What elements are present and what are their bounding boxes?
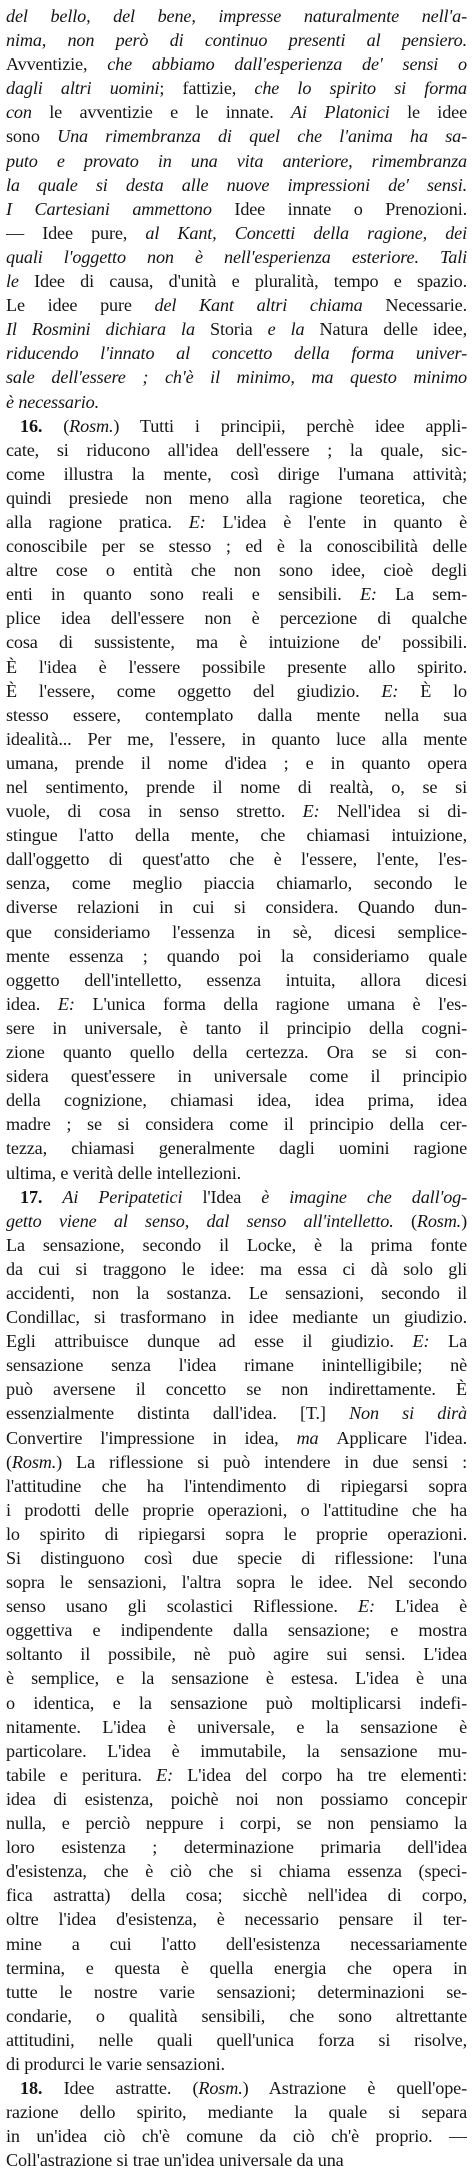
text-line [6,1233,467,1257]
text-line [6,1835,467,1859]
text-run: E: [381,680,421,701]
text-run: L'unica forma della ragione umana è l'es- [92,993,467,1014]
text-line [6,245,467,269]
text-run: Non si dirà [349,1403,467,1424]
text-run: È l'essere, come oggetto del giudizio. [6,680,382,701]
text-line [6,703,467,727]
text-line [6,2076,467,2100]
text-run: è semplice, e la sensazione è estesa. L'idea è una [6,1668,467,1689]
text-run: i prodotti delle proprie operazioni, o l'attitudine che ha [6,1499,467,1520]
text-run: La [448,1331,467,1352]
text-run: Idee di causa, d'unità e pluralità, tempo e spazio. [34,271,467,292]
text-line [6,149,467,173]
text-run: ) Astrazione è quell'ope- [242,2078,467,2099]
text-line [6,1064,467,1088]
text-line [6,1570,467,1594]
text-line [6,510,467,534]
text-run: del Kant altri chiama [154,295,386,316]
text-run: ( [63,415,70,436]
text-line [6,1498,467,1522]
text-line [6,28,467,52]
text-run: loro esistenza ; determinazione primaria dell'idea [6,1837,467,1858]
text-run: l'Idea [202,1186,262,1207]
text-run: Necessarie. [385,295,467,316]
text-line [6,751,467,775]
text-run: ultima, e verità delle intellezioni. [6,1162,241,1183]
text-line [6,462,467,486]
text-line [6,124,467,148]
paragraph-p15_tail [6,4,467,414]
text-run: riducendo l'innato al concetto della forma univer- [6,343,467,364]
text-run: razione dello spirito, mediante la quale si separa [6,2102,467,2123]
text-line [6,2004,467,2028]
text-run: accidenti, non la sostanza. Le sensazioni, secondo il [6,1282,467,1303]
text-run: ( [6,1451,12,1472]
text-line [6,1450,467,1474]
text-run: E: [57,993,93,1014]
text-run: quindi presiede non meno alla ragione teoretica, che [6,487,467,508]
text-run: ) [461,1210,467,1231]
text-run: Rosm. [69,415,114,436]
text-line [6,582,467,606]
text-line [6,1016,467,1040]
text-line [6,1040,467,1064]
text-run: L'idea è l'ente in quanto è [222,511,467,532]
text-run: idea. [6,993,58,1014]
text-line [6,173,467,197]
text-run: del bello, del bene, impresse naturalmente nell'a- [6,6,467,26]
text-run: particolare. L'idea è immutabile, la sensazione mu- [6,1740,467,1761]
text-run: oltre l'idea d'esistenza, è necessario pensare il ter- [6,1909,467,1930]
text-run: tabile e peritura. [6,1764,157,1785]
text-run: umana, prende il nome d'idea ; e in quanto opera [6,752,467,773]
text-run: oggettiva e indipendente dalla sensazione; e mostra [6,1620,467,1641]
text-run: Idee innate o Prenozioni. [234,198,467,219]
text-run: Nell'idea si di- [336,801,467,822]
text-run: in un'idea ciò ch'è comune da ciò ch'è proprio. — [6,2126,467,2147]
text-line [6,1353,467,1377]
text-run: come illustra la mente, così dirige l'umana attività; [6,463,467,484]
text-run: conoscibile per se stesso ; ed è la conoscibilità delle [6,536,467,557]
text-line [6,1956,467,1980]
text-line [6,486,467,510]
text-run: Rosm. [198,2078,243,2099]
entry-number: 18. [20,2078,64,2099]
text-line [6,920,467,944]
text-run: que consideriamo l'essenza in sè, dicesi semplice- [6,921,467,942]
text-line [6,100,467,124]
text-line [6,1401,467,1425]
text-run: al Kant, Concetti della ragione, dei [145,222,467,243]
text-line [6,1474,467,1498]
text-line [6,630,467,654]
text-run: Applicare l'idea. [336,1427,467,1448]
text-run: ma [296,1427,337,1448]
text-run: fica astratta) della cosa; sicchè nell'idea di corpo, [6,1885,467,1906]
text-run: quali l'oggetto non è nell'esperienza esteriore. Tali [6,246,467,267]
text-run: alla ragione pratica. [6,511,189,532]
text-line [6,1209,467,1233]
text-line [6,1088,467,1112]
text-run: o identica, e la sensazione può moltiplicarsi indefi- [6,1692,467,1713]
text-run: l'attitudine che ha l'intendimento di ripiegarsi sopra [6,1475,467,1496]
text-run: madre ; se si considera come il principio della cer- [6,1114,467,1135]
text-run: Si distinguono così due specie di riflessione: l'una [6,1548,467,1568]
text-line [6,1329,467,1353]
text-line [6,1377,467,1401]
text-line [6,727,467,751]
text-line [6,799,467,823]
text-run: sono [6,126,58,147]
text-run: enti in quanto sono reali e sensibili. [6,584,360,605]
text-run: Storia [209,319,268,340]
text-run: mente essenza ; quando poi la consideriamo quale [6,945,467,966]
text-line [6,1642,467,1666]
text-line [6,1739,467,1763]
text-run: È lo [420,680,467,701]
text-line [6,823,467,847]
text-line [6,52,467,76]
text-line [6,1136,467,1160]
text-run: stesso essere, contemplato dalla mente nella sua [6,704,467,725]
text-line [6,2148,467,2172]
text-run: Il Rosmini dichiara la [6,319,210,340]
text-line [6,341,467,365]
text-line [6,871,467,895]
text-line [6,1980,467,2004]
text-line [6,1546,467,1570]
text-line [6,1666,467,1690]
text-line [6,655,467,679]
text-line [6,76,467,100]
text-run: Egli attribuisce dunque ad esse il giudizio. [6,1331,413,1352]
text-run: senso usano gli scolastici Riflessione. [6,1596,358,1617]
text-line [6,1811,467,1835]
text-run: da cui si traggono le idee: ma essa ci dà solo gli [6,1258,467,1279]
text-run: la quale si desta alle nuove impressioni de' sensi. [6,174,467,195]
entry-number: 16. [20,415,64,436]
text-run: ; fattizie, [159,78,255,99]
text-run: E: [156,1764,188,1785]
text-run: E: [302,801,337,822]
text-run: sensazione senza l'idea rimane inintelligibile; nè [6,1355,467,1376]
text-line [6,1522,467,1546]
text-run: le idee [407,102,467,123]
text-line [6,1112,467,1136]
text-line [6,221,467,245]
text-line [6,414,467,438]
text-run: senza, come meglio piaccia chiamarlo, secondo le [6,873,467,894]
text-run: con [6,102,50,123]
text-run: Coll'astrazione si trae un'idea universale da una [6,2150,344,2171]
text-line [6,1426,467,1450]
text-run: — Idee pure, [6,222,146,243]
text-run: è necessario. [6,391,100,412]
text-run: soltanto il possibile, nè può agire sui sensi. L'idea [6,1644,467,1665]
text-run: nulla, e perciò neppure i corpi, se non pensiamo la [6,1813,467,1834]
text-line [6,4,467,28]
text-run: dagli altri uomini [6,78,160,99]
text-run: cate, si riducono all'idea dell'essere ; la quale, sic- [6,439,467,460]
text-run: oggetto dell'intelletto, essenza intuita, allora dicesi [6,969,467,990]
text-line [6,438,467,462]
text-run: essenzialmente distinta dall'idea. [T.] [6,1403,350,1424]
text-run: E: [357,1596,396,1617]
text-run: I Cartesiani ammettono [6,198,235,219]
text-line [6,1618,467,1642]
text-line [6,895,467,919]
text-line [6,1787,467,1811]
text-line [6,847,467,871]
text-run: puto e provato in una vita anteriore, rimembranza [6,150,467,171]
text-run: Una rimembranza di quel che l'anima ha sa- [57,126,467,147]
text-line [6,1763,467,1787]
text-run: La sensazione, secondo il Locke, è la prima fonte [6,1234,467,1255]
text-line [6,1883,467,1907]
text-run: diverse relazioni in cui si considera. Quando dun- [6,897,467,918]
text-line [6,1594,467,1618]
text-run: E: [188,511,223,532]
text-run: Ai Platonici [291,102,408,123]
text-run: nel sentimento, prende il nome di realtà, o, se si [6,777,467,797]
text-run: L'idea del corpo ha tre elementi: [187,1764,467,1785]
text-line [6,944,467,968]
text-run: dall'oggetto di quest'atto che è l'essere, l'ente, l'es- [6,849,467,870]
text-line [6,534,467,558]
entry-number: 17. [20,1186,63,1207]
paragraph-p18 [6,2076,467,2172]
text-run: lo spirito di ripiegarsi sopra le proprie operazioni. [6,1523,467,1544]
text-line [6,558,467,582]
text-line [6,775,467,799]
text-run: getto viene al senso, dal senso all'intelletto. [6,1210,411,1231]
paragraph-p17 [6,1185,467,2076]
text-run: Ai Peripatetici [62,1186,203,1207]
text-run: termina, e questa è quella energia che opera in [6,1957,467,1978]
text-line [6,968,467,992]
text-run: della cognizione, chiamasi idea, idea prima, idea [6,1090,467,1111]
text-run: che abbiamo dall'esperienza de' sensi o [107,54,467,75]
text-run: mine a cui l'atto dell'esistenza necessariamente [6,1933,467,1954]
text-line [6,269,467,293]
text-run: sidera quest'essere in universale come il principio [6,1066,467,1087]
text-run: che lo spirito si forma [254,78,467,99]
text-run: condarie, o qualità sensibili, che sono altrettante [6,2005,467,2026]
text-line [6,1859,467,1883]
text-line [6,2124,467,2148]
text-line [6,2028,467,2052]
text-run: Convertire l'impressione in idea, [6,1427,297,1448]
text-run: stingue l'atto della mente, che chiamasi intuizione, [6,825,467,846]
text-run: è imagine che dall'og- [261,1186,467,1207]
text-run: e la [267,319,320,340]
text-run: ) Tutti i principii, perchè idee appli- [113,415,467,436]
text-line [6,1715,467,1739]
text-run: E: [412,1331,449,1352]
text-line [6,1281,467,1305]
text-line [6,1691,467,1715]
text-run: di produrci le varie sensazioni. [6,2053,225,2074]
text-run: tezza, chiamasi generalmente dagli uomini ragione [6,1138,467,1159]
text-line [6,1907,467,1931]
text-run: le [6,271,35,292]
text-run: zione quanto quello della certezza. Ora se si con- [6,1042,467,1063]
text-run: E: [359,584,396,605]
text-run: ) La riflessione si può intendere in due sensi : [56,1451,467,1472]
text-run: idea di esistenza, poichè noi non possiamo concepir [6,1788,467,1809]
text-run: È l'idea è l'essere possibile presente allo spirito. [6,656,467,677]
text-run: d'esistenza, che è ciò che si chiama essenza (speci- [6,1861,467,1882]
text-run: altre cose o entità che non sono idee, cioè degli [6,560,467,581]
text-line [6,1161,467,1185]
text-line [6,1305,467,1329]
text-run: La sem- [395,584,467,605]
text-line [6,197,467,221]
text-line [6,317,467,341]
text-line [6,293,467,317]
text-line [6,679,467,703]
text-line [6,1185,467,1209]
text-run: le avventizie e le innate. [49,102,292,123]
text-line [6,365,467,389]
text-run: Idee astratte. ( [63,2078,199,2099]
text-run: sale dell'essere ; ch'è il minimo, ma questo minimo [6,367,467,388]
text-run: cosa di sussistente, ma è intuizione de' possibili. [6,632,467,653]
text-line [6,2100,467,2124]
text-run: attitudini, nelle quali quell'unica forza si risolve, [6,2029,467,2050]
text-run: L'idea è [395,1596,467,1617]
text-run: idealità... Per me, l'essere, in quanto luce alla mente [6,728,467,749]
text-line [6,606,467,630]
text-line [6,992,467,1016]
text-run: vuole, di cosa in senso stretto. [6,801,303,822]
text-run: Natura delle idee, [319,319,467,340]
text-line [6,390,467,414]
text-run: Le idee pure [6,295,155,316]
text-line [6,1932,467,1956]
text-run: nima, non però di continuo presenti al pensiero. [6,30,467,51]
text-run: ( [410,1210,417,1231]
text-line [6,1257,467,1281]
text-run: Rosm. [11,1451,57,1472]
text-run: sopra le sensazioni, l'altra sopra le idee. Nel secondo [6,1572,467,1593]
text-run: plice idea dell'essere non è percezione di qualche [6,608,467,629]
text-run: Avventizie, [6,54,108,75]
text-run: nitamente. L'idea è universale, e la sensazione è [6,1716,467,1737]
text-line [6,2052,467,2076]
paragraph-p16 [6,414,467,1185]
text-run: Rosm. [416,1210,462,1231]
text-run: Condillac, si trasformano in idee mediante un giudizio. [6,1307,467,1328]
text-run: può aversene il concetto se non indirettamente. È [6,1379,467,1400]
text-run: tutte le nostre varie sensazioni; determinazioni se- [6,1981,467,2002]
text-run: sere in universale, è tanto il principio della cogni- [6,1017,467,1038]
